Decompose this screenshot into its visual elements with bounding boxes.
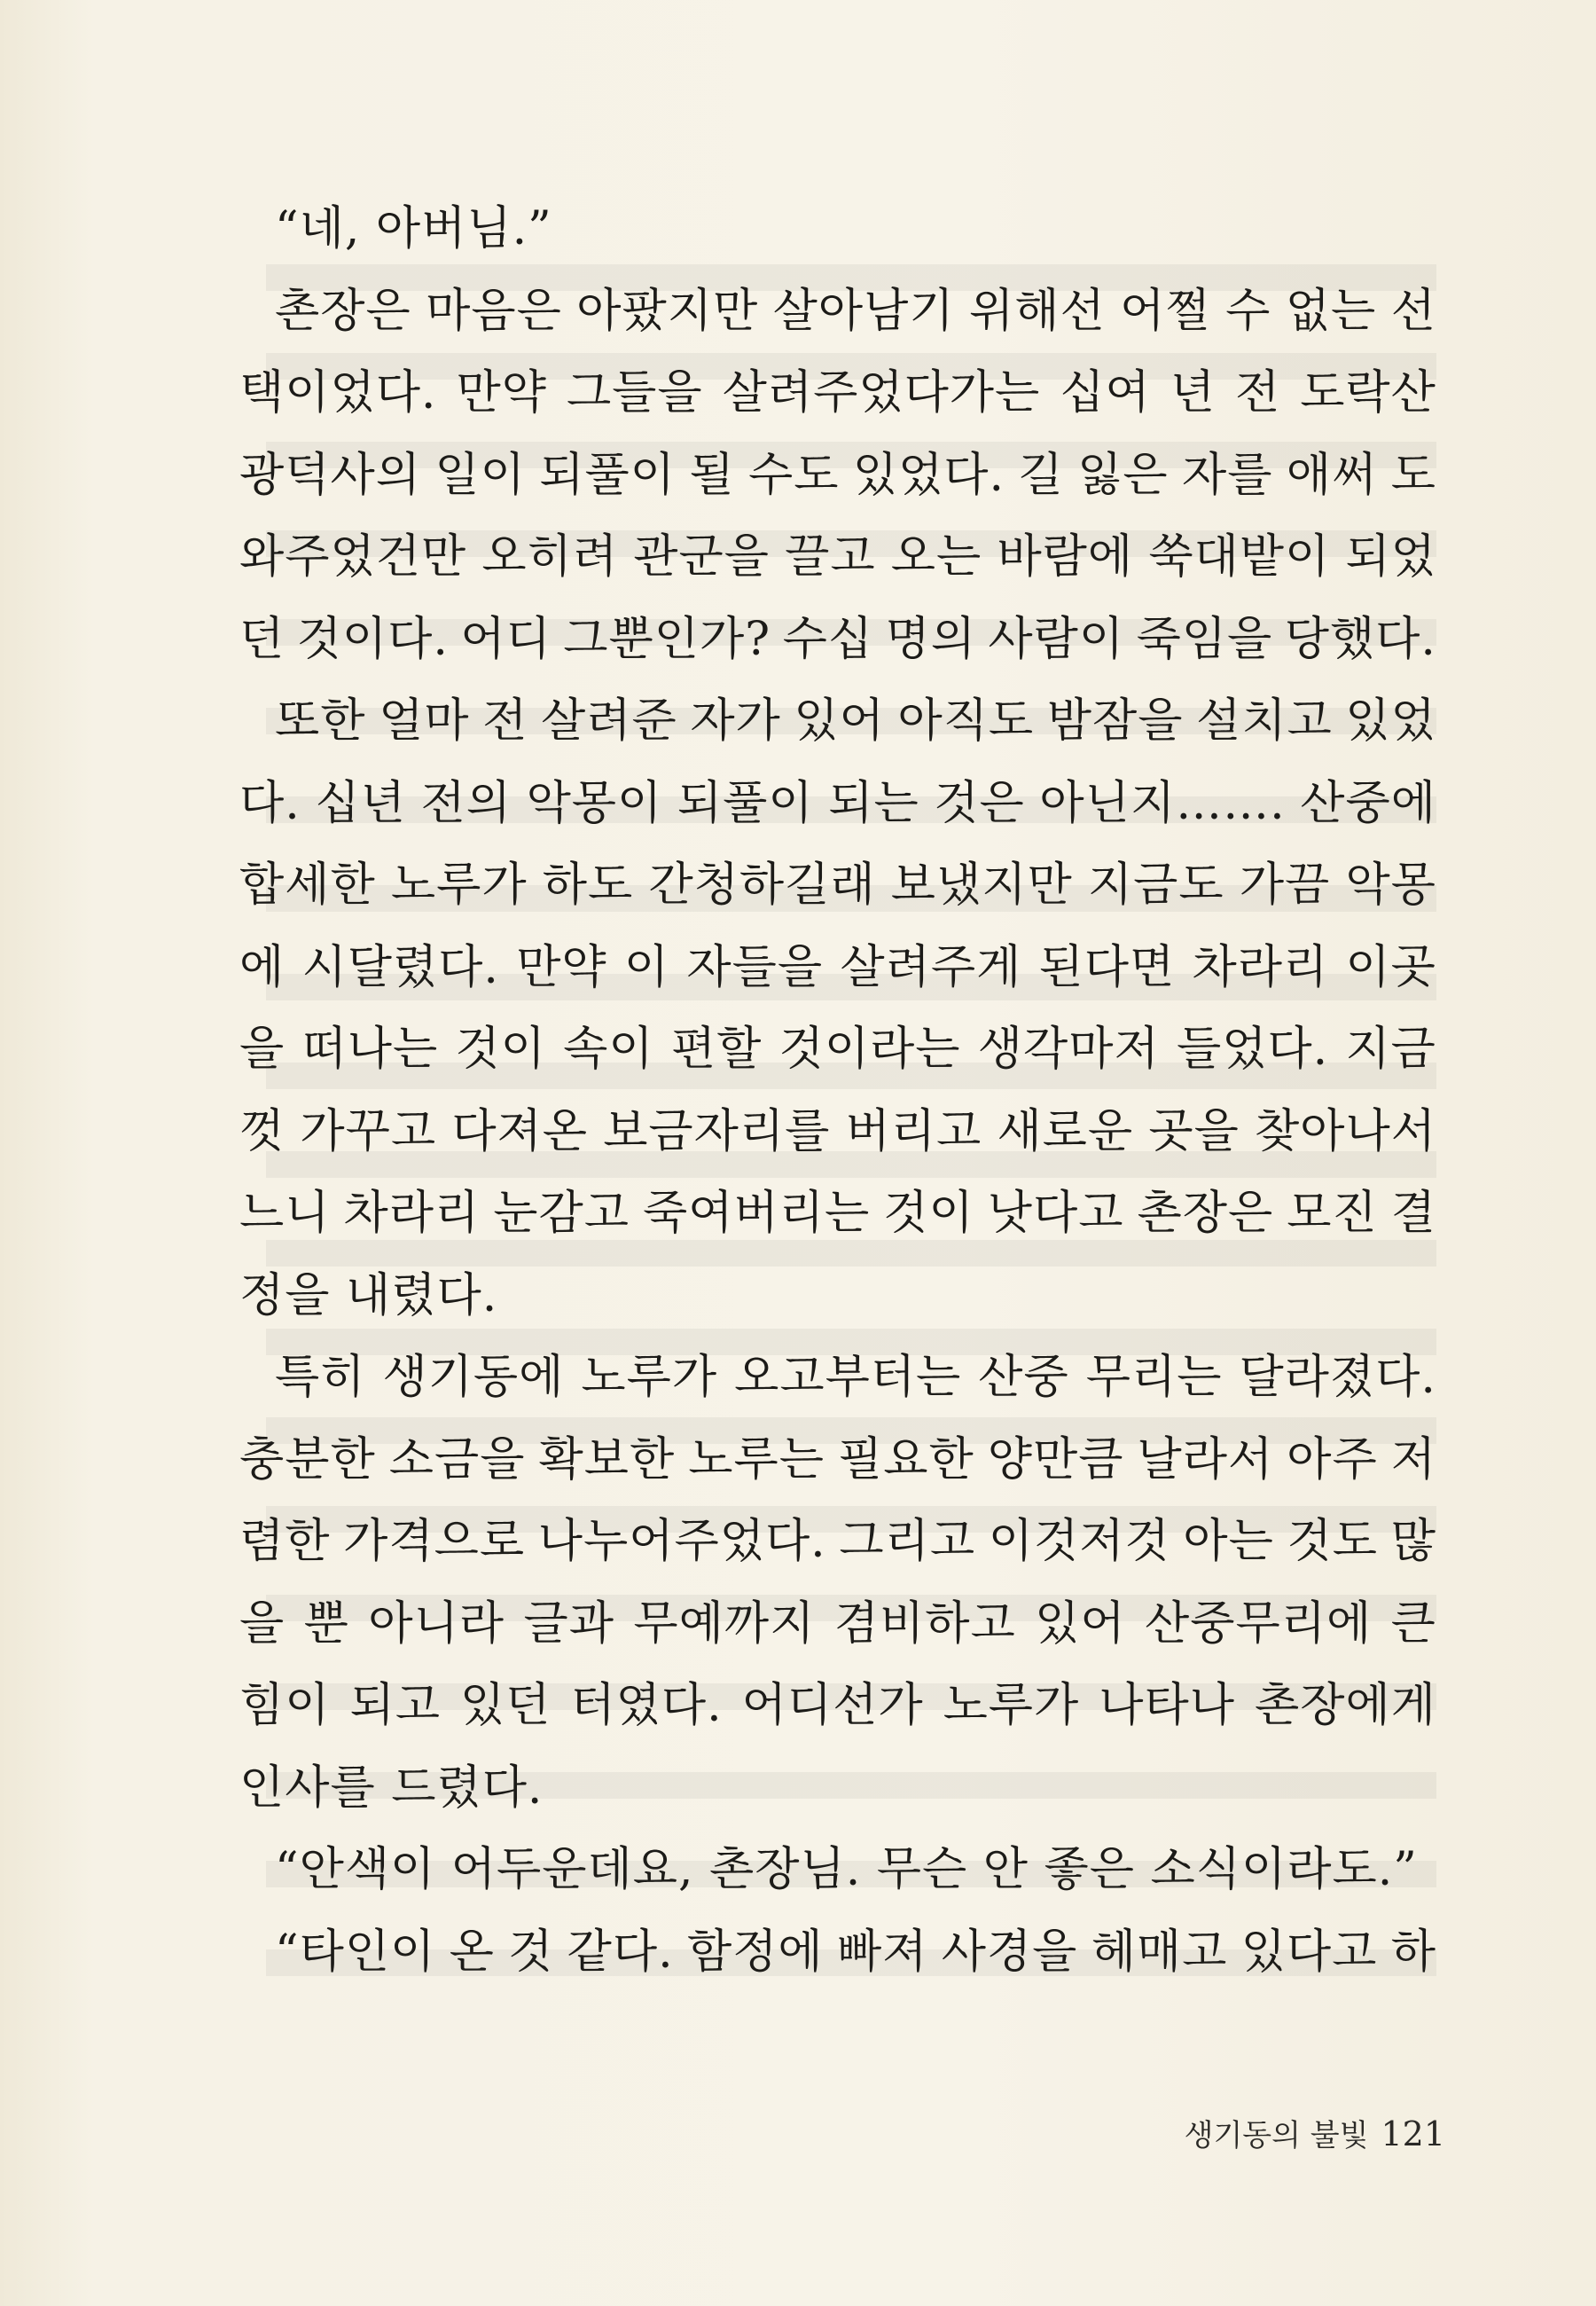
word: 있다고 xyxy=(1240,1925,1378,1979)
word: 선 xyxy=(1390,284,1436,338)
word: 어디선가 xyxy=(741,1679,924,1732)
text-line: 정을 내렸다. xyxy=(239,1268,498,1322)
word: 겸비하고 xyxy=(833,1596,1016,1651)
word: 을 xyxy=(239,1023,286,1076)
word: 뿐 xyxy=(303,1596,349,1651)
word: 간청하길래 xyxy=(648,859,876,912)
text-line xyxy=(239,1583,1436,1666)
text-line xyxy=(239,1173,1436,1255)
word: 느니 xyxy=(239,1187,331,1240)
word: 차라리 xyxy=(343,1187,481,1240)
word: 그뿐인가? xyxy=(563,612,771,666)
word: 또한 xyxy=(275,694,366,748)
word: 아니라 xyxy=(368,1596,505,1651)
word: 길 xyxy=(1018,448,1064,502)
word: 설치고 xyxy=(1196,694,1333,748)
word: 하도 xyxy=(542,859,634,912)
word: 것이 xyxy=(883,1187,974,1240)
word: 되고 xyxy=(349,1679,441,1732)
word: 날라서 xyxy=(1137,1432,1274,1486)
word: 있던 xyxy=(459,1679,552,1732)
word: 달라졌다. xyxy=(1239,1351,1436,1404)
word: 만약 xyxy=(456,366,547,420)
word: 어쩔 xyxy=(1120,284,1211,338)
word: 하 xyxy=(1390,1925,1436,1979)
text-line xyxy=(239,680,1436,763)
word: 저 xyxy=(1390,1432,1436,1486)
word: 전 xyxy=(1234,366,1281,420)
word: 가끔 xyxy=(1239,859,1331,912)
word: 던 xyxy=(239,612,286,666)
word: 전 xyxy=(482,694,528,748)
word: 터였다. xyxy=(570,1679,723,1732)
text-line xyxy=(239,763,1436,845)
word: 아직도 xyxy=(897,694,1035,748)
word: 렴한 xyxy=(239,1515,331,1568)
word: 노루가 xyxy=(390,859,528,912)
word: 도 xyxy=(1390,448,1436,502)
word: 보금자리를 xyxy=(603,1104,831,1158)
word: 택이었다. xyxy=(239,366,437,420)
word: 자를 xyxy=(1182,448,1273,502)
word: 얼마 xyxy=(379,694,470,748)
word: 힘이 xyxy=(239,1679,331,1732)
word: 것은 xyxy=(934,776,1025,830)
word: 같다. xyxy=(567,1925,674,1979)
word: 되었 xyxy=(1345,530,1436,584)
word: 아주 xyxy=(1287,1432,1378,1486)
word: 아팠지만 xyxy=(576,284,759,338)
word: 모진 xyxy=(1287,1187,1378,1240)
word: 무예까지 xyxy=(633,1596,816,1651)
word: 충분한 xyxy=(239,1432,376,1486)
word: 특히 xyxy=(275,1351,366,1404)
word: 살아남기 xyxy=(772,284,955,338)
word: 애써 xyxy=(1286,448,1378,502)
word: 없는 xyxy=(1285,284,1377,338)
word: 것이라는 xyxy=(778,1023,961,1076)
word: 와주었건만 xyxy=(239,530,467,584)
body-text xyxy=(239,188,1436,1993)
word: 관군을 xyxy=(633,530,770,584)
word: 오고부터는 xyxy=(734,1351,962,1404)
word: 다. xyxy=(239,776,301,830)
word: 노루는 xyxy=(688,1432,825,1486)
word: 다져온 xyxy=(451,1104,589,1158)
word: 낫다고 xyxy=(987,1187,1124,1240)
word: 밤잠을 xyxy=(1046,694,1184,748)
text-line xyxy=(239,1665,1436,1747)
word: 마음은 xyxy=(426,284,562,338)
word: 큰 xyxy=(1390,1596,1436,1651)
word: 것도 xyxy=(1287,1515,1379,1568)
word: 것 xyxy=(508,1925,554,1979)
word: 촌장은 xyxy=(1137,1187,1274,1240)
word: 보냈지만 xyxy=(890,859,1073,912)
word: 필요한 xyxy=(838,1432,974,1486)
word: 전의 xyxy=(420,776,512,830)
text-line xyxy=(239,271,1436,353)
word: 십년 xyxy=(315,776,406,830)
word: 된다면 xyxy=(1038,940,1176,994)
word: 있어 xyxy=(1035,1596,1126,1651)
word: 차라리 xyxy=(1192,940,1329,994)
word: 일이 xyxy=(434,448,526,502)
word: 떠나는 xyxy=(301,1023,439,1076)
word: 수 xyxy=(1225,284,1271,338)
text-line: 인사를 드렸다. xyxy=(239,1761,544,1815)
word: 살려주게 xyxy=(840,940,1022,994)
word: 살려준 xyxy=(541,694,677,748)
word: 함정에 xyxy=(686,1925,824,1979)
word: 끌고 xyxy=(785,530,876,584)
word: 편할 xyxy=(670,1023,763,1076)
word: 껏 xyxy=(239,1104,286,1158)
word: 있었 xyxy=(1345,694,1436,748)
word: 가격으로 xyxy=(343,1515,526,1568)
text-line xyxy=(239,1337,1436,1419)
word: 년 xyxy=(1170,366,1216,420)
word: 에 xyxy=(239,940,286,994)
word: 위해선 xyxy=(969,284,1106,338)
word: 양만큼 xyxy=(987,1432,1124,1486)
text-line xyxy=(239,1419,1436,1502)
word: 버리고 xyxy=(845,1104,982,1158)
word: 되풀이 xyxy=(539,448,676,502)
word: 곳을 xyxy=(1148,1104,1240,1158)
word: 당했다. xyxy=(1284,612,1436,666)
word: 어디 xyxy=(460,612,552,666)
word: 수십 xyxy=(782,612,874,666)
word: 이것저것 xyxy=(988,1515,1170,1568)
word: 산중무리에 xyxy=(1145,1596,1373,1651)
word: 악몽 xyxy=(1345,859,1436,912)
word: 눈감고 xyxy=(493,1187,630,1240)
word: 그들을 xyxy=(566,366,703,420)
text-line xyxy=(239,1501,1436,1583)
text-line xyxy=(239,435,1436,517)
word: 글과 xyxy=(523,1596,614,1651)
text-line xyxy=(239,516,1436,599)
word: 있었다. xyxy=(852,448,1005,502)
word: 결 xyxy=(1390,1187,1436,1240)
word: 소금을 xyxy=(388,1432,526,1486)
word: 오는 xyxy=(890,530,982,584)
word: 자들을 xyxy=(686,940,824,994)
text-line xyxy=(239,1091,1436,1173)
running-footer xyxy=(1153,2111,1445,2154)
text-line xyxy=(239,844,1436,927)
text-line: “네, 아버님.” xyxy=(275,202,552,255)
word: 오히려 xyxy=(481,530,619,584)
word: 이곳 xyxy=(1345,940,1436,994)
page-number: 121 xyxy=(1381,2114,1445,2153)
word: 빠져 xyxy=(836,1925,928,1979)
word: 새로운 xyxy=(997,1104,1134,1158)
word: 산중에 xyxy=(1300,776,1436,830)
word: 십여 xyxy=(1060,366,1151,420)
word: 것이 xyxy=(455,1023,546,1076)
word: 많 xyxy=(1390,1515,1436,1568)
word: 악몽이 xyxy=(526,776,663,830)
word: 시달렸다. xyxy=(301,940,499,994)
word: 나타나 xyxy=(1099,1679,1235,1732)
word: 산중 xyxy=(978,1351,1069,1404)
text-line: “안색이 어두운데요, 촌장님. 무슨 안 좋은 소식이라도.” xyxy=(275,1843,1418,1896)
word: 확보한 xyxy=(538,1432,676,1486)
word: 광덕사의 xyxy=(239,448,421,502)
word: 도락산 xyxy=(1300,366,1436,420)
word: 명의 xyxy=(885,612,976,666)
word: 가꾸고 xyxy=(300,1104,437,1158)
word: 되는 xyxy=(828,776,919,830)
word: 합세한 xyxy=(239,859,376,912)
text-line xyxy=(239,352,1436,435)
word: 사람이 xyxy=(988,612,1125,666)
word: “타인이 xyxy=(275,1925,436,1979)
word: 살려주었다가는 xyxy=(722,366,1041,420)
word: 바람에 xyxy=(997,530,1134,584)
word: 생기동에 xyxy=(382,1351,565,1404)
word: 수도 xyxy=(747,448,840,502)
text-line xyxy=(239,1008,1436,1091)
word: 아닌지……. xyxy=(1039,776,1286,830)
chapter-title: 생기동의 불빛 xyxy=(1184,2118,1369,2153)
word: 될 xyxy=(689,448,735,502)
word: 만약 xyxy=(516,940,607,994)
word: 죽임을 xyxy=(1136,612,1273,666)
word: 촌장은 xyxy=(275,284,411,338)
text-line xyxy=(239,1911,1436,1994)
word: 지금도 xyxy=(1087,859,1224,912)
word: 지금 xyxy=(1345,1023,1436,1076)
word: 사경을 xyxy=(941,1925,1078,1979)
word: 노루가 xyxy=(943,1679,1080,1732)
word: 아는 xyxy=(1183,1515,1274,1568)
word: 헤매고 xyxy=(1091,1925,1228,1979)
word: 그리고 xyxy=(839,1515,976,1568)
word: 잃은 xyxy=(1077,448,1169,502)
word: 자가 xyxy=(690,694,781,748)
word: 무리는 xyxy=(1085,1351,1223,1404)
word: 것이다. xyxy=(296,612,449,666)
word: 을 xyxy=(239,1596,286,1651)
word: 쑥대밭이 xyxy=(1148,530,1331,584)
word: 찾아나서 xyxy=(1255,1104,1436,1158)
word: 온 xyxy=(449,1925,495,1979)
text-line xyxy=(239,927,1436,1009)
word: 이 xyxy=(623,940,670,994)
word: 있어 xyxy=(794,694,885,748)
word: 죽여버리는 xyxy=(643,1187,871,1240)
word: 들었다. xyxy=(1176,1023,1329,1076)
word: 되풀이 xyxy=(677,776,814,830)
word: 촌장에게 xyxy=(1254,1679,1436,1732)
word: 생각마저 xyxy=(977,1023,1160,1076)
word: 속이 xyxy=(563,1023,654,1076)
word: 노루가 xyxy=(581,1351,718,1404)
text-line xyxy=(239,599,1436,681)
word: 나누어주었다. xyxy=(537,1515,826,1568)
